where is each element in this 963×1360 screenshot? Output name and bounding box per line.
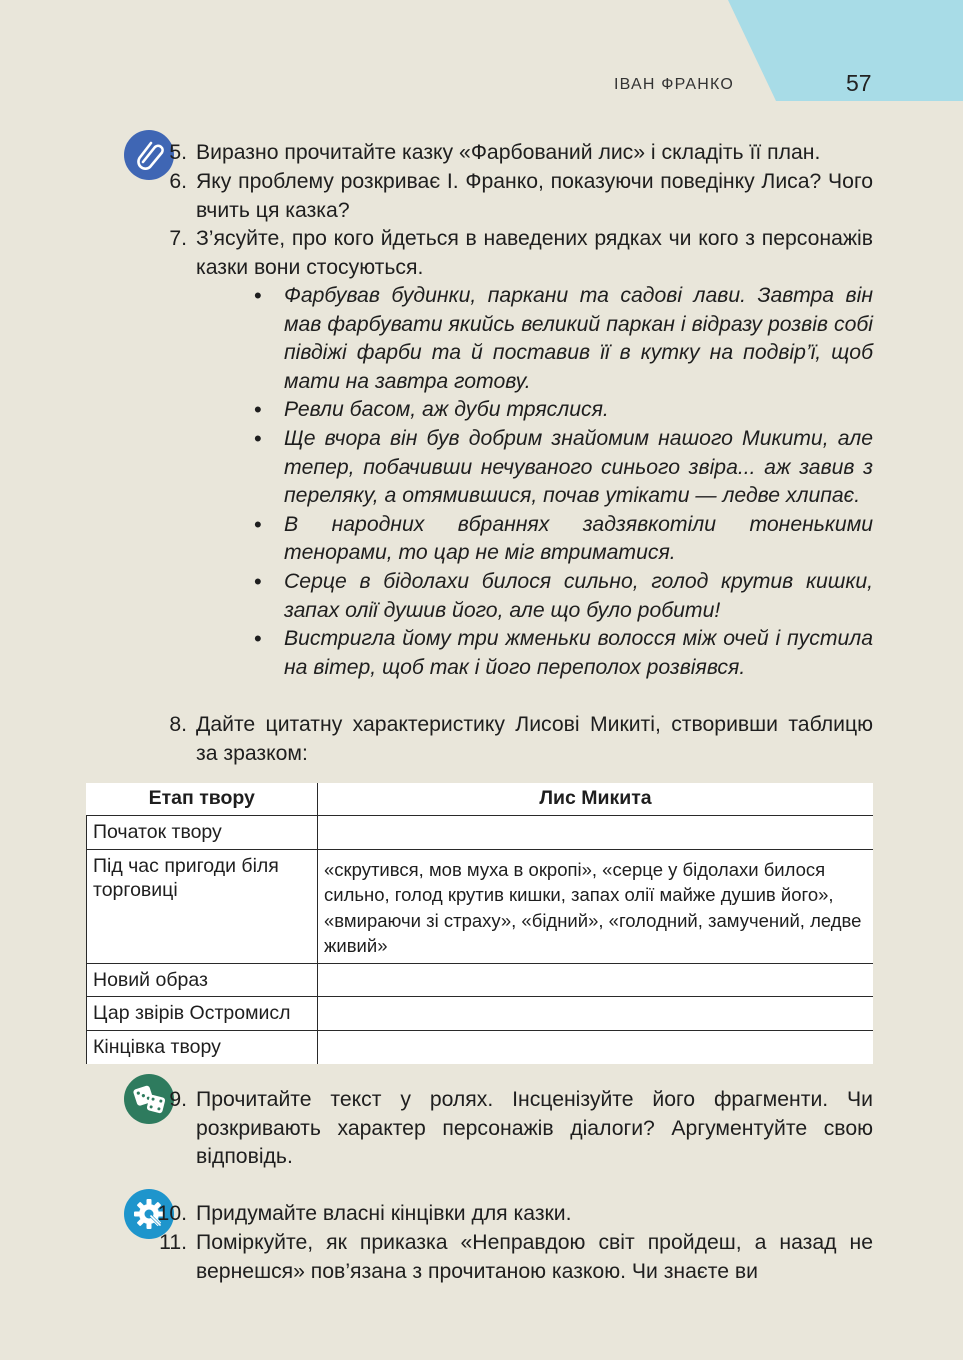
quote-item: • Ще вчора він був добрим знайомим нашого Микити, але тепер, побачивши нечуваного синього звіра... аж завив з переляку, а отямившися, почав утікати — ледве хлипає. [254, 425, 873, 511]
fox-cell [318, 816, 874, 850]
quote-item: • Серце в бідолахи билося сильно, голод крутив кишки, запах олії душив його, але що було робити! [254, 568, 873, 625]
running-header-author: ІВАН ФРАНКО [614, 76, 735, 93]
table-header-row [87, 783, 874, 816]
question-number: 7. [169, 227, 187, 250]
question-number: 11. [159, 1231, 187, 1254]
quote-item: • В народних вбраннях задзявкотіли тоненькими тенорами, то цар не міг втриматися. [254, 511, 873, 568]
question-text: Дайте цитатну характеристику Лисові Микиті, створивши таблицю за зразком: [196, 713, 873, 765]
corner-decoration [0, 0, 963, 110]
fox-cell [318, 963, 874, 997]
stage-cell: Кінцівка твору [87, 1030, 318, 1064]
question-number: 10. [157, 1202, 187, 1225]
question-11 [159, 1229, 873, 1286]
table-row [87, 849, 874, 963]
fox-cell: «скрутився, мов муха в окропі», «серце у бідолахи билося сильно, голод крутив кишки, запах олії майже душив його», «вмираючи зі страху», «бідний», «голодний, замучений, ледве живий» [318, 849, 874, 963]
question-text: Виразно прочитайте казку «Фарбований лис» і складіть її план. [196, 141, 821, 164]
question-text: Яку проблему розкриває І. Франко, показуючи поведінку Лиса? Чого вчить ця казка? [196, 170, 873, 222]
question-5 [169, 139, 873, 168]
question-6 [169, 168, 873, 225]
question-number: 9. [169, 1088, 187, 1111]
stage-cell: Новий образ [87, 963, 318, 997]
quote-item: • Фарбував будинки, паркани та садові лави. Завтра він мав фарбувати якийсь великий паркан і відразу розвів собі півдіжі фарби та й поставив її в кутку на подвір’ї, щоб мати на завтра готову. [254, 282, 873, 396]
characteristic-table [86, 783, 873, 1064]
question-9 [169, 1086, 873, 1172]
table-row [87, 816, 874, 850]
table-row [87, 1030, 874, 1064]
question-10 [157, 1200, 873, 1229]
question-number: 8. [169, 713, 187, 736]
dice-icon [124, 1074, 174, 1124]
question-number: 6. [169, 170, 187, 193]
question-text: З’ясуйте, про кого йдеться в наведених рядках чи кого з персонажів казки вони стосуються. [196, 227, 873, 279]
fox-cell [318, 997, 874, 1031]
stage-cell: Цар звірів Остромисл [87, 997, 318, 1031]
table-row [87, 997, 874, 1031]
question-number: 5. [169, 141, 187, 164]
quote-item: • Вистригла йому три жменьки волосся між очей і пустила на вітер, щоб так і його переполох розвіявся. [254, 625, 873, 682]
stage-cell: Початок твору [87, 816, 318, 850]
question-text: Прочитайте текст у ролях. Інсценізуйте його фрагменти. Чи розкривають характер персонажів діалоги? Аргументуйте свою відповідь. [196, 1088, 873, 1169]
question-text: Поміркуйте, як приказка «Неправдою світ пройдеш, а назад не вернешся» пов’язана з прочитаною казкою. Чи знаєте ви [196, 1231, 873, 1283]
column-header-stage: Етап твору [87, 783, 318, 816]
quote-item: • Ревли басом, аж дуби тряслися. [254, 396, 873, 425]
stage-cell: Під час пригоди біля торговиці [87, 849, 318, 963]
question-7 [169, 225, 873, 282]
page-number: 57 [846, 70, 872, 96]
column-header-fox: Лис Микита [318, 783, 874, 816]
table-row [87, 963, 874, 997]
question-8 [169, 711, 873, 768]
quote-list [254, 282, 873, 682]
paperclip-icon [124, 130, 174, 180]
question-text: Придумайте власні кінцівки для казки. [196, 1202, 572, 1225]
fox-cell [318, 1030, 874, 1064]
